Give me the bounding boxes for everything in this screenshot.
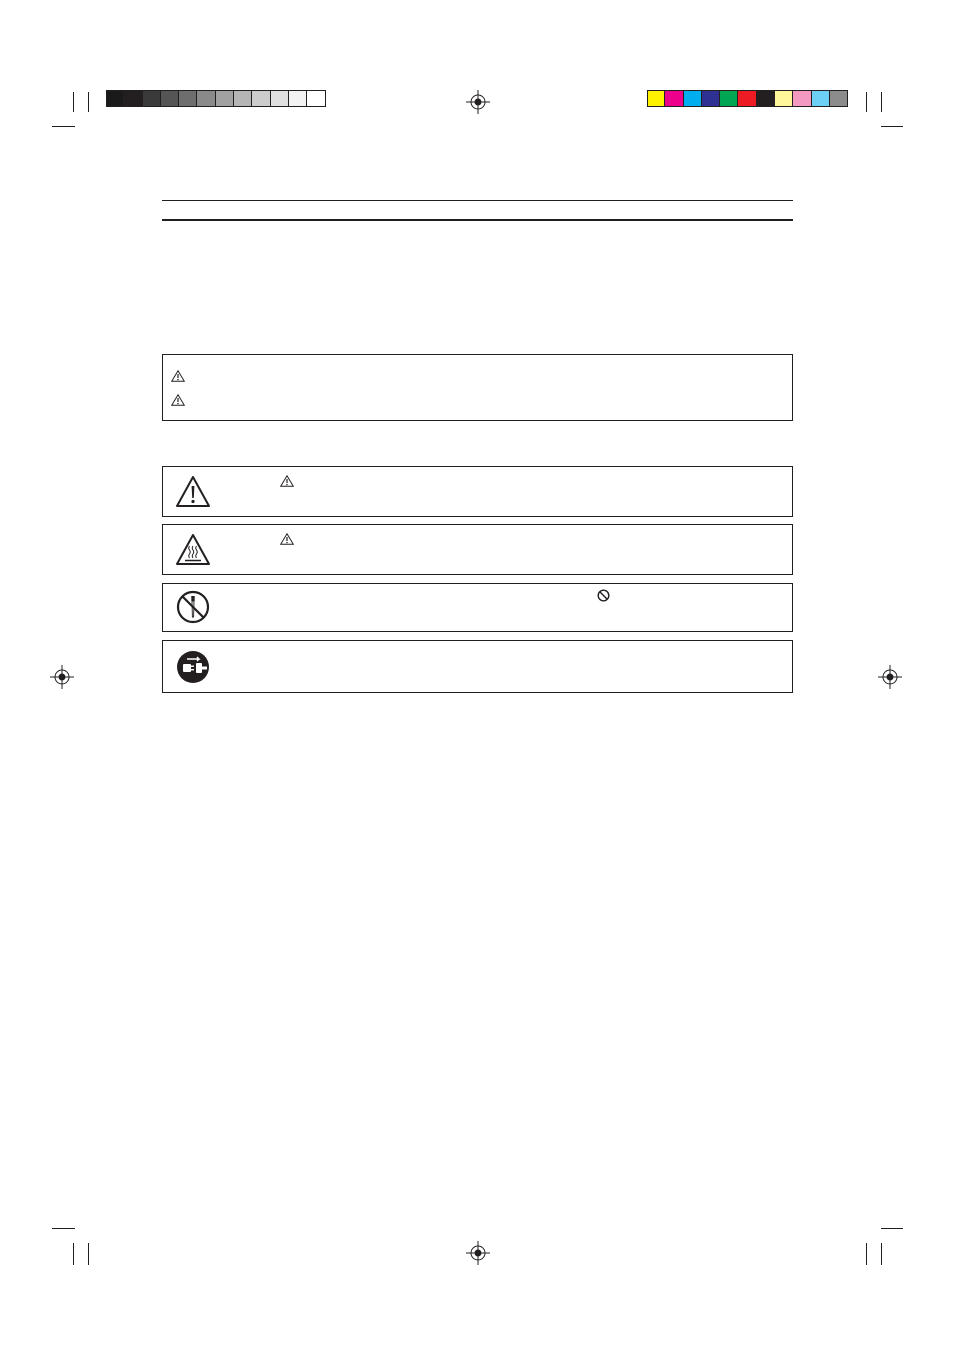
caution-triangle-icon [280,533,294,545]
crop-mark [88,1243,89,1265]
symbol-box-prohibition [162,583,793,632]
color-swatch [757,90,775,107]
color-swatch [216,90,234,107]
no-disassembly-icon [175,589,211,625]
grayscale-bar [106,90,326,107]
color-calibration-bar [647,90,848,107]
registration-mark-icon [50,665,74,689]
symbol-box-hot-surface [162,524,793,575]
color-swatch [234,90,252,107]
color-swatch [738,90,756,107]
hot-surface-caution-icon [175,532,211,568]
crop-mark [88,92,89,112]
color-swatch [252,90,270,107]
color-swatch [647,90,665,107]
signal-word-definitions-box [162,354,793,421]
crop-mark [866,1243,867,1265]
header-rule-top [162,200,793,201]
color-swatch [179,90,197,107]
color-swatch [812,90,830,107]
color-swatch [830,90,848,107]
crop-mark [52,126,75,127]
color-swatch [684,90,702,107]
color-swatch [106,90,124,107]
symbol-box-general-caution [162,466,793,517]
color-swatch [665,90,683,107]
color-swatch [289,90,307,107]
caution-triangle-icon [280,475,294,487]
color-swatch [143,90,161,107]
color-swatch [307,90,325,107]
crop-mark [52,1228,75,1229]
registration-mark-icon [466,1241,490,1265]
color-swatch [197,90,215,107]
prohibition-icon [597,589,610,602]
unplug-power-icon [175,649,211,685]
registration-mark-icon [466,90,490,114]
crop-mark [73,1243,74,1265]
color-swatch [775,90,793,107]
crop-mark [73,92,74,112]
color-swatch [271,90,289,107]
color-swatch [720,90,738,107]
color-swatch [161,90,179,107]
header-rule-bottom [162,219,793,221]
color-swatch [793,90,811,107]
crop-mark [881,1243,882,1265]
crop-mark [881,92,882,112]
crop-mark [866,92,867,112]
warning-triangle-icon [171,370,185,382]
crop-mark [881,126,903,127]
color-swatch [124,90,142,107]
general-caution-icon [175,474,211,510]
registration-mark-icon [878,665,902,689]
symbol-box-mandatory [162,640,793,693]
caution-triangle-icon [171,394,185,406]
crop-mark [881,1228,903,1229]
color-swatch [702,90,720,107]
